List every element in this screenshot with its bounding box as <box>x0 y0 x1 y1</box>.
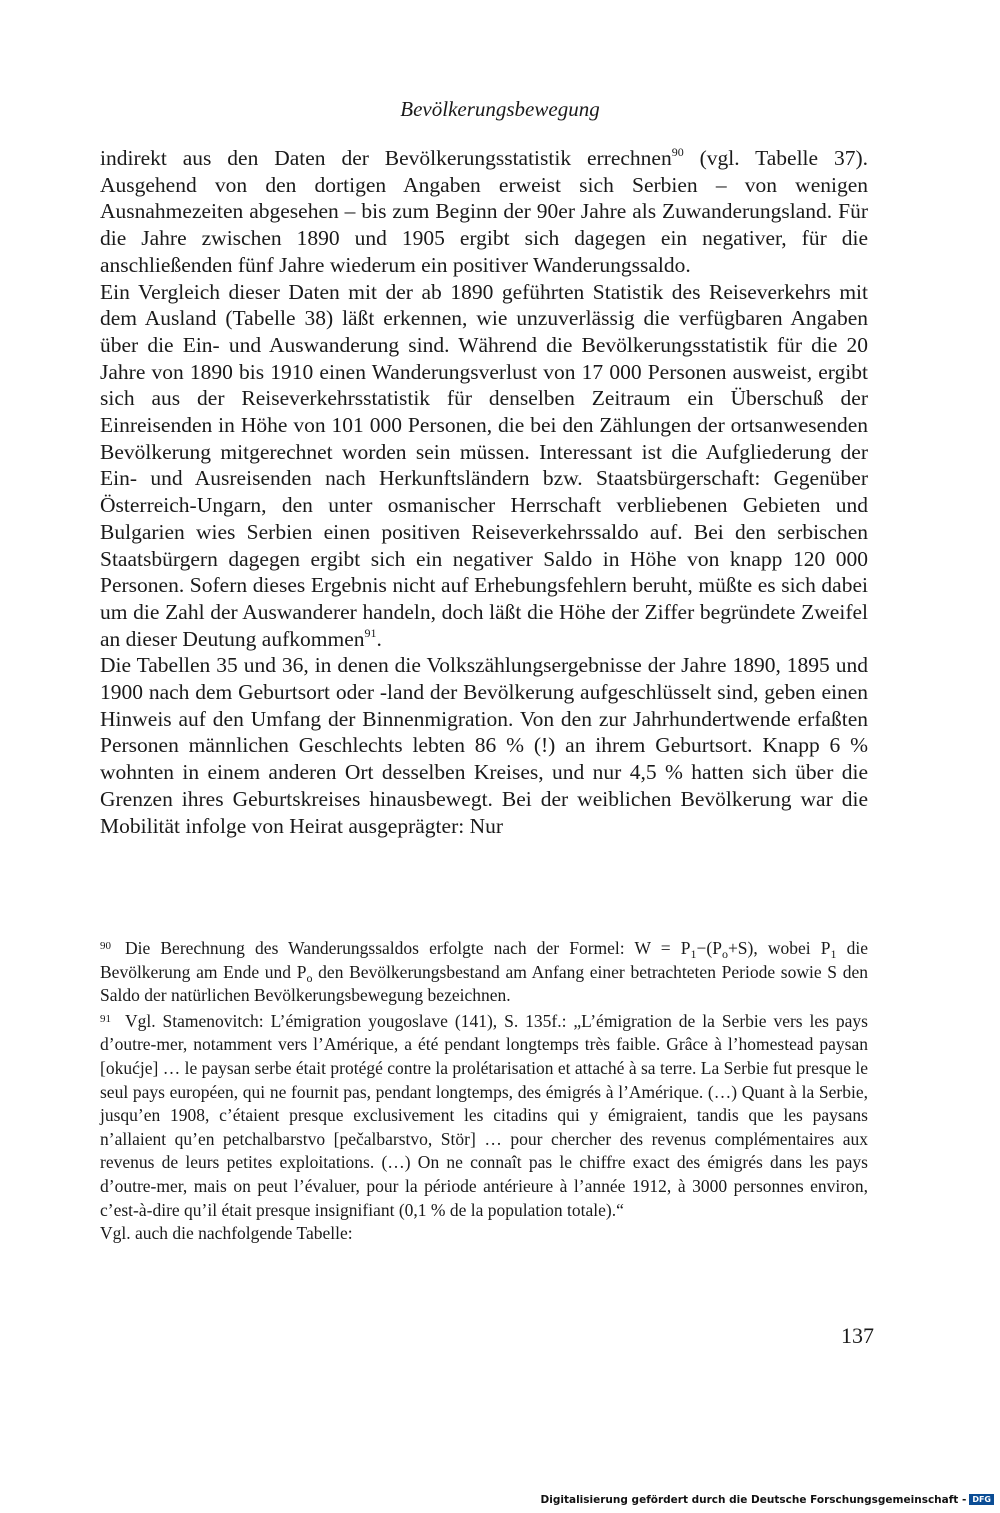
footnote-number-90: 90 <box>100 940 111 952</box>
footnote-91 <box>100 1008 868 1222</box>
running-head: Bevölkerungsbewegung <box>400 97 600 121</box>
paragraph-1-text-b: (vgl. Tabelle 37). Ausgehend von den dortigen Angaben erweist sich Serbien – von wenigen Ausnahmezeiten abgesehen – bis zum Beginn der 90er Jahre als Zuwanderungsland. Für die Jahre zwischen 1890 und 1905 ergibt sich dagegen ein negativer, für die anschließenden fünf Jahre wiederum ein positiver Wanderungssaldo. <box>100 146 868 277</box>
paragraph-3: Die Tabellen 35 und 36, in denen die Volkszählungsergebnisse der Jahre 1890, 1895 und 1900 nach dem Geburtsort oder -land der Bevölkerung aufgeschlüsselt sind, geben einen Hinweis auf den Umfang der Binnenmigration. Von den zur Jahrhundertwende erfaßten Personen männlichen Geschlechts lebten 86 % (!) an ihrem Geburtsort. Knapp 6 % wohnten in einem anderen Ort desselben Kreises, und nur 4,5 % hatten sich über die Grenzen ihres Geburtskreises hinausbewegt. Bei der weiblichen Bevölkerung war die Mobilität infolge von Heirat ausgeprägter: Nur <box>100 653 868 838</box>
footnote-ref-90[interactable]: 90 <box>671 145 684 159</box>
footnote-90-text-3: +S), wobei P <box>727 938 831 958</box>
footnote-90-text-1: Die Berechnung des Wanderungssaldos erfolgte nach der Formel: W = P <box>125 938 691 958</box>
footnote-90-text-5: den Bevölkerungsbestand am Anfang einer betrachteten Periode sowie S den Saldo der natürlichen Bevölkerungsbewegung bezeichnen. <box>100 961 868 1006</box>
subscript: 1 <box>690 947 697 961</box>
paragraph-2 <box>100 279 868 653</box>
digitization-credit <box>541 1494 994 1506</box>
credit-text: Digitalisierung gefördert durch die Deutsche Forschungsgemeinschaft - <box>540 1494 967 1506</box>
footnote-90 <box>100 935 868 1008</box>
footnote-90-text-2: −(P <box>696 938 722 958</box>
page-number: 137 <box>841 1323 874 1348</box>
body-text <box>100 145 868 839</box>
footnote-ref-91[interactable]: 91 <box>364 625 377 640</box>
subscript: o <box>721 947 728 961</box>
footnotes <box>100 935 868 1246</box>
subscript: o <box>306 970 313 985</box>
paragraph-2-text-b: . <box>376 626 382 651</box>
paragraph-2-text-a: Ein Vergleich dieser Daten mit der ab 1890 geführten Statistik des Reiseverkehrs mit dem Ausland (Tabelle 38) läßt erkennen, wie unzuverlässig die verfügbaren Angaben über die Ein- und Auswanderung sind. Während die Bevölkerungsstatistik für die 20 Jahre von 1890 bis 1910 einen Wanderungsverlust von 17 000 Personen ausweist, ergibt sich aus der Reiseverkehrsstatistik für denselben Zeitraum ein Überschuß der Einreisenden in Höhe von 101 000 Personen, die bei den Zählungen der ortsanwesenden Bevölkerung mitgerechnet worden sein müssen. Interessant ist die Aufgliederung der Ein- und Ausreisenden nach Herkunftsländern bzw. Staatsbürgerschaft: Gegenüber Österreich-Ungarn, den unter osmanischer Herrschaft verbliebenen Gebieten und Bulgarien wies Serbien einen positiven Reiseverkehrssaldo auf. Bei den serbischen Staatsbürgern dagegen ergibt sich ein negativer Saldo in Höhe von knapp 120 000 Personen. Sofern dieses Ergebnis nicht auf Erhebungsfehlern beruht, müßte es sich dabei um die Zahl der Auswanderer handeln, doch läßt die Höhe der Ziffer begründete Zweifel an dieser Deutung aufkommen <box>100 279 868 651</box>
footnote-number-91: 91 <box>100 1012 111 1025</box>
paragraph-1-text-a: indirekt aus den Daten der Bevölkerungsstatistik errechnen <box>100 146 672 170</box>
subscript: 1 <box>830 947 837 961</box>
footnote-90-text-4: die Bevölkerung am Ende und P <box>100 938 868 982</box>
footnote-91-text: Vgl. Stamenovitch: L’émigration yougoslave (141), S. 135f.: „L’émigration de la Serbie vers les pays d’outre-mer, notamment vers l’Amérique, a été pendant longtemps très faible. Grâce à l’homestead paysan [okućje] … le paysan serbe était protégé contre la prolétarisation et attaché à sa terre. La Serbie fut presque le seul pays européen, qui ne fournit pas, pendant longtemps, des émigrés à l’Amérique. (…) Quant à la Serbie, jusqu’en 1908, c’étaient presque exclusivement les citadins qui y émigraient, tandis que les paysans n’allaient qu’en petchalbarstvo [pečalbarstvo, Stör] … pour chercher des revenus complémentaires aux revenus de leurs petites exploitations. (…) On ne connaît pas le chiffre exact des émigrés dans les pays d’outre-mer, mais on peut l’évaluer, pour la période antérieure à l’année 1912, à 3000 personnes environ, c’est-à-dire qu’il était presque insignifiant (0,1 % de la population totale).“ <box>100 1010 868 1220</box>
dfg-logo-icon: DFG <box>969 1494 994 1505</box>
footnote-91-follow: Vgl. auch die nachfolgende Tabelle: <box>100 1223 353 1244</box>
paragraph-1 <box>100 145 868 279</box>
